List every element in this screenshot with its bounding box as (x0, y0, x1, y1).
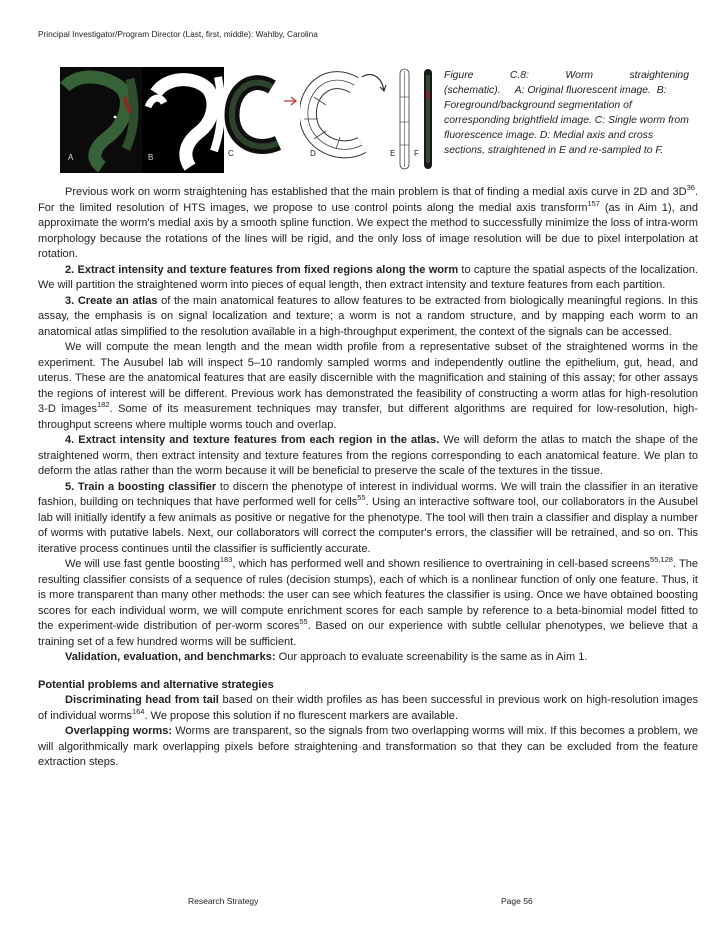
paragraph: 3. Create an atlas of the main anatomical features to allow features to be extracted from biologically meaningful regions. In this assay, the emphasis is on signal localization and texture; a worm is not a random structure, and by mapping each worm to an anatomical atlas simplified to the resolution available in a high-throughput experiment, the context of the signals can be accessed. (38, 294, 698, 338)
paragraph: Previous work on worm straightening has established that the main problem is that of finding a medial axis curve in 2D and $3D^{36}$. For the limited resolution of HTS images, we propose to use control points along the medial axis transform$^{157}$ (as in Aim 1), and approximate the worm's medial axis by a smooth spline function. We expect the method to successfully minimize the loss of intra-worm morphology because the rotations of the lines will be rigid, and the only loss of image resolution will be due to pixel interpolation at rotation. (38, 183, 698, 260)
panel-c-single-worm (224, 67, 300, 173)
paragraph: 2. Extract intensity and texture features from fixed regions along the worm to capture the spatial aspects of the localization. We will partition the straightened worm into pieces of equal length, then extract intensity and texture features from each partition. (38, 263, 698, 291)
panel-b-segmentation (142, 67, 224, 173)
panel-label-a: A (68, 153, 74, 162)
paragraph: Overlapping worms: Worms are transparent, so the signals from two overlapping worms will mix. If this becomes a problem, we will algorithmically mark overlapping pixels before straightening and transformation so that they can be excluded from the feature extraction steps. (38, 725, 698, 768)
panel-b-graphic (142, 67, 224, 173)
caption-word: straightening (629, 70, 689, 81)
caption-word: Worm (565, 70, 594, 81)
paragraph: 5. Train a boosting classifier to discern the phenotype of interest in individual worms. We will train the classifier in an iterative fashion, building on techniques that have performed well for cells$^{55}$. Using an interactive software tool, our collaborators in the Ausubel lab will initially identify a few animals as positive or negative for the phenotype. The tool will then train a classifier and display a number of worms with putative labels. Next, our collaborators will correct the computer's errors, the classifier will be retrained, and so on. This iterative process continues until the classifier is sufficiently accurate. (38, 480, 698, 555)
panel-c-graphic (224, 67, 300, 173)
research-strategy-text (38, 185, 698, 771)
paragraph: We will compute the mean length and the mean width profile from a representative subset of the straightened worms in the experiment. The Ausubel lab will inspect 5–10 randomly sampled worms and independently outline the epithelium, gut, head, and uterus. These are the anatomical features that are easily discernible with the magnification and staining of this assay; for other assays the regions of interest will be different. Previous work has demonstrated the feasibility of constructing a worm atlas for high-resolution 3-D images$^{182}$. Some of its measurement techniques may transfer, but different algorithms are required for low-resolution, high-throughput screens where multiple worms touch and overlap. (38, 341, 698, 431)
panel-f-resampled (412, 67, 435, 173)
panel-d-medial-axis (300, 67, 390, 173)
panel-label-f: F (414, 149, 419, 158)
panel-label-d: D (310, 149, 316, 158)
panel-a-fluorescent-image (60, 67, 142, 173)
panel-label-c: C (228, 149, 234, 158)
panel-e-straightened (390, 67, 412, 173)
footer-page-number: Page 56 (501, 896, 533, 906)
footer-section-name: Research Strategy (188, 896, 259, 906)
caption-first-line (444, 68, 689, 83)
figure-caption (444, 68, 692, 159)
paragraph: We will use fast gentle boosting$^{183}$, which has performed well and shown resilience to overtraining in cell-based screens$^{55,128}$. The resulting classifier consists of a sequence of rules (decision stumps), each of which is a nonlinear function of only one feature. Thus, it is more transparent than many other methods: the user can see which features the classifier is using. Once we have obtained boosting scores for each individual worm, we will compute enrichment scores for each sample by reference to a beta-binomial model fitted to the experiment-wide distribution of per-worm scores$^{55}$. Based on our experience with subtle cellular phenotypes, we believe that a training set of a few hundred worms will be sufficient. (38, 555, 698, 648)
panel-label-b: B (148, 153, 154, 162)
paragraph: Validation, evaluation, and benchmarks: Our approach to evaluate screenability is the same as in Aim 1. (65, 651, 588, 663)
paragraph: Discriminating head from tail based on their width profiles as has been successful in previous work on high-resolution images of individual worms$^{164}$. We propose this solution if no flurescent markers are available. (38, 694, 698, 722)
caption-text: (schematic). A: Original fluorescent image. B: Foreground/background segmentation of corresponding brightfield image. C: Single worm from fluorescence image. D: Medial axis and cross sections, straightened in E and re-sampled to F. (444, 85, 692, 157)
paragraph: 4. Extract intensity and texture features from each region in the atlas. We will deform the atlas to match the shape of the straightened worm, then extract intensity and texture features from the regions corresponding to each anatomical feature. We plan to deform the atlas rather than the worm because it will be beneficial to preserve the scale of the textures in the tissue. (38, 434, 698, 477)
caption-word: Figure (444, 70, 474, 81)
figure-panels (60, 67, 435, 173)
panel-label-e: E (390, 149, 396, 158)
page-header: Principal Investigator/Program Director (Last, first, middle): Wahlby, Carolina (38, 29, 318, 39)
section-heading: Potential problems and alternative strategies (38, 678, 274, 691)
caption-word: C.8: (509, 70, 529, 81)
